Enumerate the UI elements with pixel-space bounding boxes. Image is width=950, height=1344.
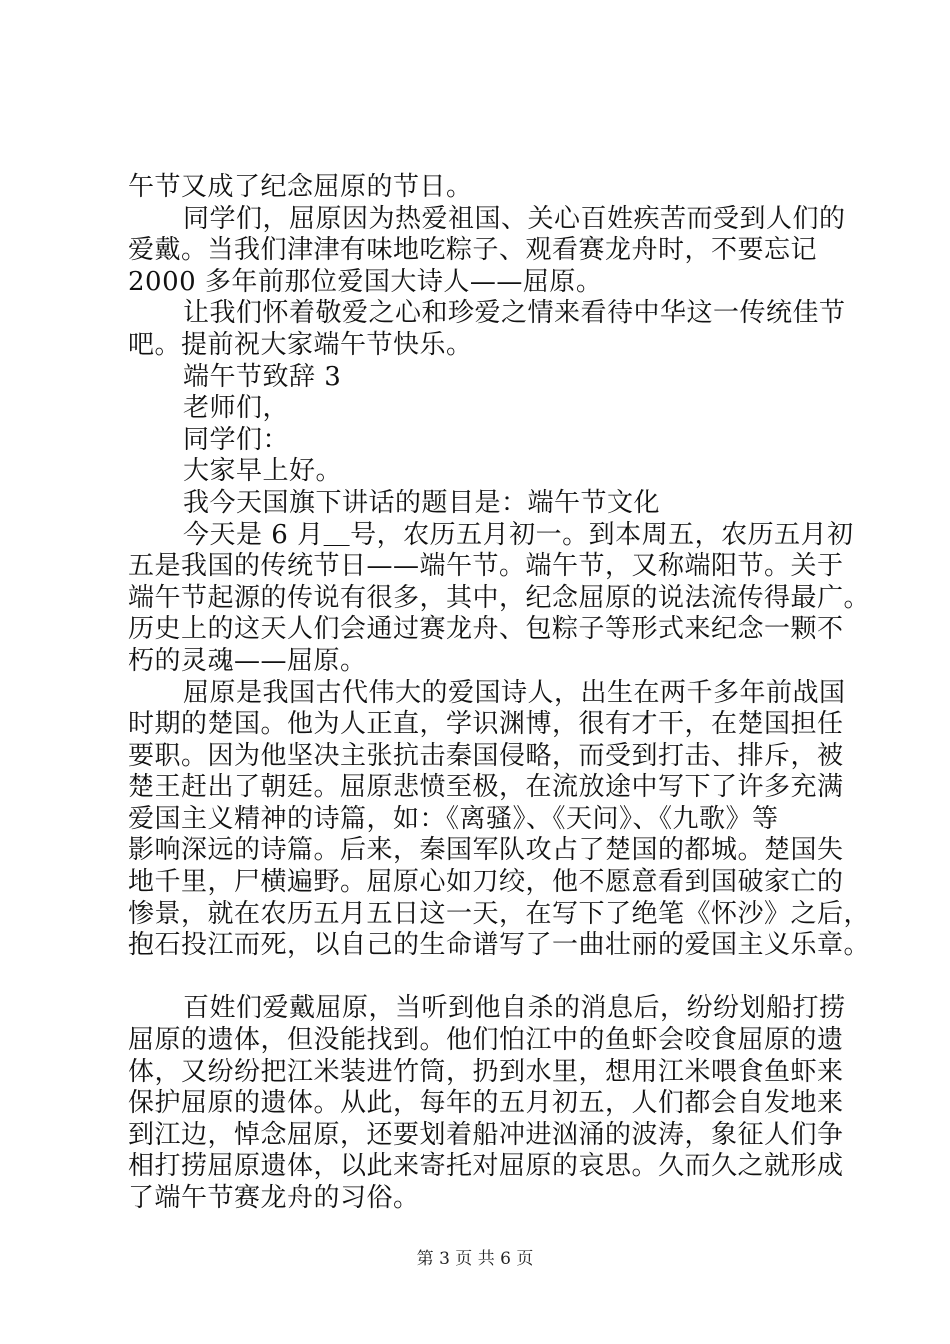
text-line: 屈原是我国古代伟大的爱国诗人，出生在两千多年前战国 [183, 677, 846, 708]
text-line: 体，又纷纷把江米装进竹筒，扔到水里，想用江米喂食鱼虾来 [128, 1056, 844, 1087]
text-line: 楚王赶出了朝廷。屈原悲愤至极，在流放途中写下了许多充满 [128, 772, 844, 803]
page-number-footer: 第 3 页 共 6 页 [416, 1249, 534, 1269]
text-line: 要职。因为他坚决主张抗击秦国侵略，而受到打击、排斥，被 [128, 740, 844, 771]
text-line: 同学们： [183, 424, 290, 455]
text-line: 2000 多年前那位爱国大诗人——屈原。 [128, 266, 603, 297]
text-line: 端午节起源的传说有很多，其中，纪念屈原的说法流传得最广。 [128, 582, 871, 613]
blank-line [128, 962, 858, 994]
text-line: 爱国主义精神的诗篇，如：《离骚》、《天问》、《九歌》等 [128, 803, 779, 834]
text-line: 让我们怀着敬爱之心和珍爱之情来看待中华这一传统佳节 [183, 298, 846, 329]
text-line: 抱石投江而死，以自己的生命谱写了一曲壮丽的爱国主义乐章。 [128, 930, 871, 961]
text-line: 同学们，屈原因为热爱祖国、关心百姓疾苦而受到人们的 [183, 203, 846, 234]
text-line: 爱戴。当我们津津有味地吃粽子、观看赛龙舟时，不要忘记 [128, 235, 818, 266]
text-line: 吧。提前祝大家端午节快乐。 [128, 329, 473, 360]
text-line: 历史上的这天人们会通过赛龙舟、包粽子等形式来纪念一颗不 [128, 614, 844, 645]
text-line: 到江边，悼念屈原，还要划着船冲进汹涌的波涛，象征人们争 [128, 1119, 844, 1150]
text-line: 今天是 6 月＿号，农历五月初一。到本周五，农历五月初 [183, 519, 854, 550]
text-line: 午节又成了纪念屈原的节日。 [128, 172, 473, 202]
text-line: 影响深远的诗篇。后来，秦国军队攻占了楚国的都城。楚国失 [128, 835, 844, 866]
text-line: 了端午节赛龙舟的习俗。 [128, 1183, 420, 1213]
text-line: 地千里，尸横遍野。屈原心如刀绞，他不愿意看到国破家亡的 [128, 867, 844, 898]
text-line: 大家早上好。 [183, 456, 343, 487]
text-line: 五是我国的传统节日——端午节。端午节，又称端阳节。关于 [128, 551, 844, 582]
text-line: 时期的楚国。他为人正直，学识渊博，很有才干，在楚国担任 [128, 709, 844, 740]
text-line: 相打捞屈原遗体，以此来寄托对屈原的哀思。久而久之就形成 [128, 1151, 844, 1182]
document-body [128, 172, 871, 1215]
text-line: 百姓们爱戴屈原，当听到他自杀的消息后，纷纷划船打捞 [183, 993, 846, 1024]
text-line: 保护屈原的遗体。从此，每年的五月初五，人们都会自发地来 [128, 1088, 844, 1119]
text-line: 朽的灵魂——屈原。 [128, 645, 367, 676]
text-line: 老师们， [183, 393, 290, 424]
text-line: 我今天国旗下讲话的题目是：端午节文化 [183, 487, 661, 518]
text-line: 惨景，就在农历五月五日这一天，在写下了绝笔《怀沙》之后， [128, 898, 871, 929]
text-line: 屈原的遗体，但没能找到。他们怕江中的鱼虾会咬食屈原的遗 [128, 1025, 844, 1056]
text-line: 端午节致辞 3 [183, 361, 342, 392]
